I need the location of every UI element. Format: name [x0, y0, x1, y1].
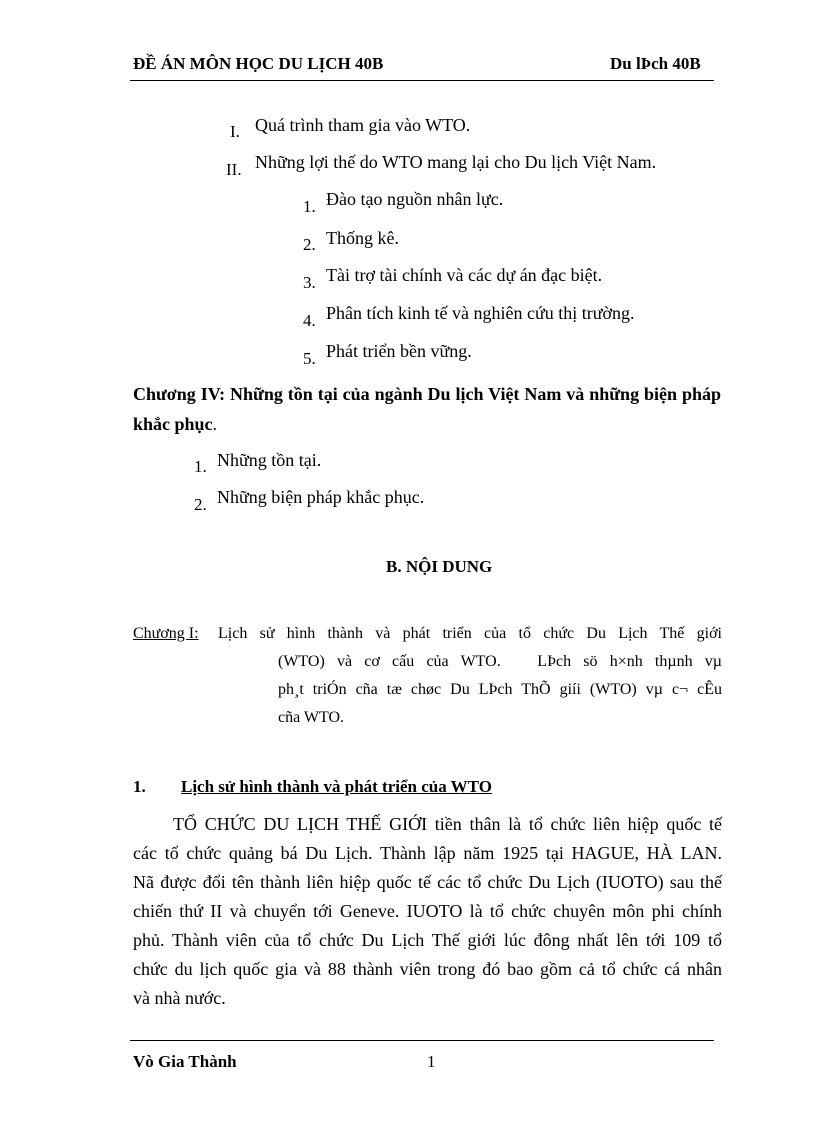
list-text: Quá trình tham gia vào WTO.	[255, 115, 471, 135]
section1-title: Lịch sử hình thành và phát triển của WTO	[181, 777, 492, 796]
list-text: Đào tạo nguồn nhân lực.	[326, 189, 504, 209]
paragraph-line: các tổ chức quảng bá Du Lịch. Thành lập năm 1925 tại HAGUE, HÀ LAN.	[133, 843, 722, 863]
chapter1-line1: Lịch sử hình thành và phát triển của tổ chức Du Lịch Thế giới	[218, 625, 722, 642]
chapter4-title: Chương IV: Những tồn tại của ngành Du lịch Việt Nam và những biện pháp khắc phục	[133, 384, 721, 434]
list-text: Những tồn tại.	[217, 450, 322, 470]
list-number: 4.	[303, 311, 316, 330]
list-number: 1.	[194, 457, 207, 476]
list-number: 2.	[194, 495, 207, 514]
list-number: I.	[230, 122, 240, 141]
paragraph-line: Nã được đổi tên thành liên hiệp quốc tế các tổ chức Du Lịch (IUOTO) sau thế	[133, 872, 722, 892]
chapter1-line2: (WTO) và cơ cấu của WTO. LÞch sö h×nh thµnh vµ	[278, 653, 722, 670]
chapter1-line4: cña WTO.	[278, 709, 345, 726]
paragraph-line: chiến thứ II và chuyển tới Geneve. IUOTO là tổ chức chuyên môn phi chính	[133, 901, 722, 921]
list-text: Những biện pháp khắc phục.	[217, 487, 425, 507]
list-number: II.	[226, 160, 242, 179]
chapter1-line3: ph¸t triÓn cña tæ chøc Du LÞch ThÕ giíi (WTO) vµ c¬ cÊu	[278, 681, 722, 698]
chapter4-period: .	[212, 414, 218, 434]
header-title: ĐỀ ÁN MÔN HỌC DU LỊCH 40B	[133, 54, 384, 73]
list-number: 2.	[303, 235, 316, 254]
list-number: 5.	[303, 349, 316, 368]
paragraph-line: chức du lịch quốc gia và 88 thành viên trong đó bao gồm cả tổ chức cá nhân	[133, 959, 722, 979]
footer-rule	[130, 1040, 714, 1041]
paragraph-line: và nhà nước.	[133, 988, 226, 1008]
footer-author: Vò Gia Thành	[133, 1052, 237, 1071]
section1-number: 1.	[133, 777, 146, 796]
list-text: Phân tích kinh tế và nghiên cứu thị trường.	[326, 303, 635, 323]
list-text: Phát triển bền vững.	[326, 341, 472, 361]
list-text: Những lợi thế do WTO mang lại cho Du lịch Việt Nam.	[255, 152, 657, 172]
paragraph-line: TỔ CHỨC DU LỊCH THẾ GIỚI tiền thân là tổ chức liên hiệp quốc tế	[173, 814, 722, 834]
header-right: Du lÞch 40B	[610, 54, 701, 73]
list-text: Tài trợ tài chính và các dự án đạc biệt.	[326, 265, 603, 285]
page-number: 1	[427, 1052, 436, 1071]
list-number: 3.	[303, 273, 316, 292]
section-b-title: B. NỘI DUNG	[386, 557, 493, 576]
paragraph-line: phủ. Thành viên của tổ chức Du Lịch Thế giới lúc đông nhất lên tới 109 tổ	[133, 930, 722, 950]
list-number: 1.	[303, 197, 316, 216]
header-rule	[130, 80, 714, 81]
list-text: Thống kê.	[326, 228, 399, 248]
chapter1-label: Chương I:	[133, 625, 199, 642]
chapter4-heading	[133, 379, 721, 439]
